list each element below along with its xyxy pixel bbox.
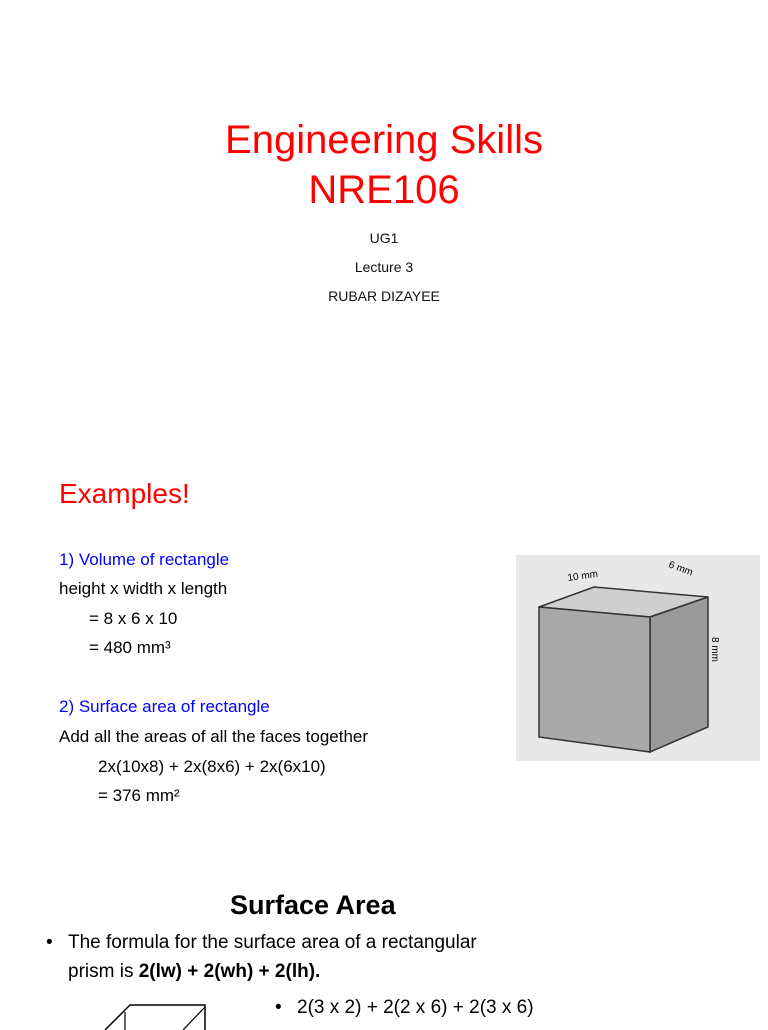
length-label: 10 mm [566, 568, 599, 584]
surface-result: = 376 mm² [98, 786, 180, 805]
examples-slide [0, 430, 768, 860]
prism-edge [183, 1007, 205, 1030]
slide-title-line2: NRE106 [308, 168, 460, 212]
prism-diagram [95, 1000, 215, 1030]
prism-outline [105, 1005, 205, 1030]
bullet-formula-prefix: prism is [68, 961, 139, 982]
bullet-dot: • [46, 932, 53, 953]
rectangular-box-figure [516, 555, 760, 761]
examples-heading: Examples! [59, 478, 190, 509]
width-label: 6 mm [666, 559, 695, 579]
surface-substitution: 2x(10x8) + 2x(8x6) + 2x(6x10) [98, 757, 326, 776]
bullet-example-calculation [275, 993, 534, 1023]
height-label: 8 mm [709, 637, 720, 662]
title-slide [0, 0, 768, 430]
bullet-dot: • [275, 997, 282, 1018]
surface-title: 2) Surface area of rectangle [59, 697, 270, 716]
subtitle-lecture: Lecture 3 [354, 259, 414, 275]
bullet-formula-text: The formula for the surface area of a rectangular [68, 932, 477, 953]
bullet-formula-line2 [68, 957, 320, 987]
subtitle-author: RUBAR DIZAYEE [328, 288, 440, 304]
volume-result: = 480 mm³ [89, 638, 171, 657]
surface-area-formula: 2(lw) + 2(wh) + 2(lh). [138, 961, 321, 982]
volume-substitution: = 8 x 6 x 10 [89, 609, 178, 628]
surface-area-slide [0, 860, 768, 1024]
box-side-face [650, 597, 708, 752]
surface-area-heading: Surface Area [230, 890, 396, 920]
volume-title: 1) Volume of rectangle [59, 550, 230, 569]
subtitle-course-level: UG1 [369, 230, 399, 246]
slide-title-line1: Engineering Skills [225, 118, 543, 162]
box-diagram [516, 555, 760, 761]
bullet-formula-line1 [46, 928, 477, 958]
example-calculation-text: 2(3 x 2) + 2(2 x 6) + 2(3 x 6) [297, 997, 534, 1018]
box-front-face [539, 607, 650, 752]
surface-description: Add all the areas of all the faces together [59, 727, 369, 746]
volume-formula: height x width x length [59, 579, 228, 598]
